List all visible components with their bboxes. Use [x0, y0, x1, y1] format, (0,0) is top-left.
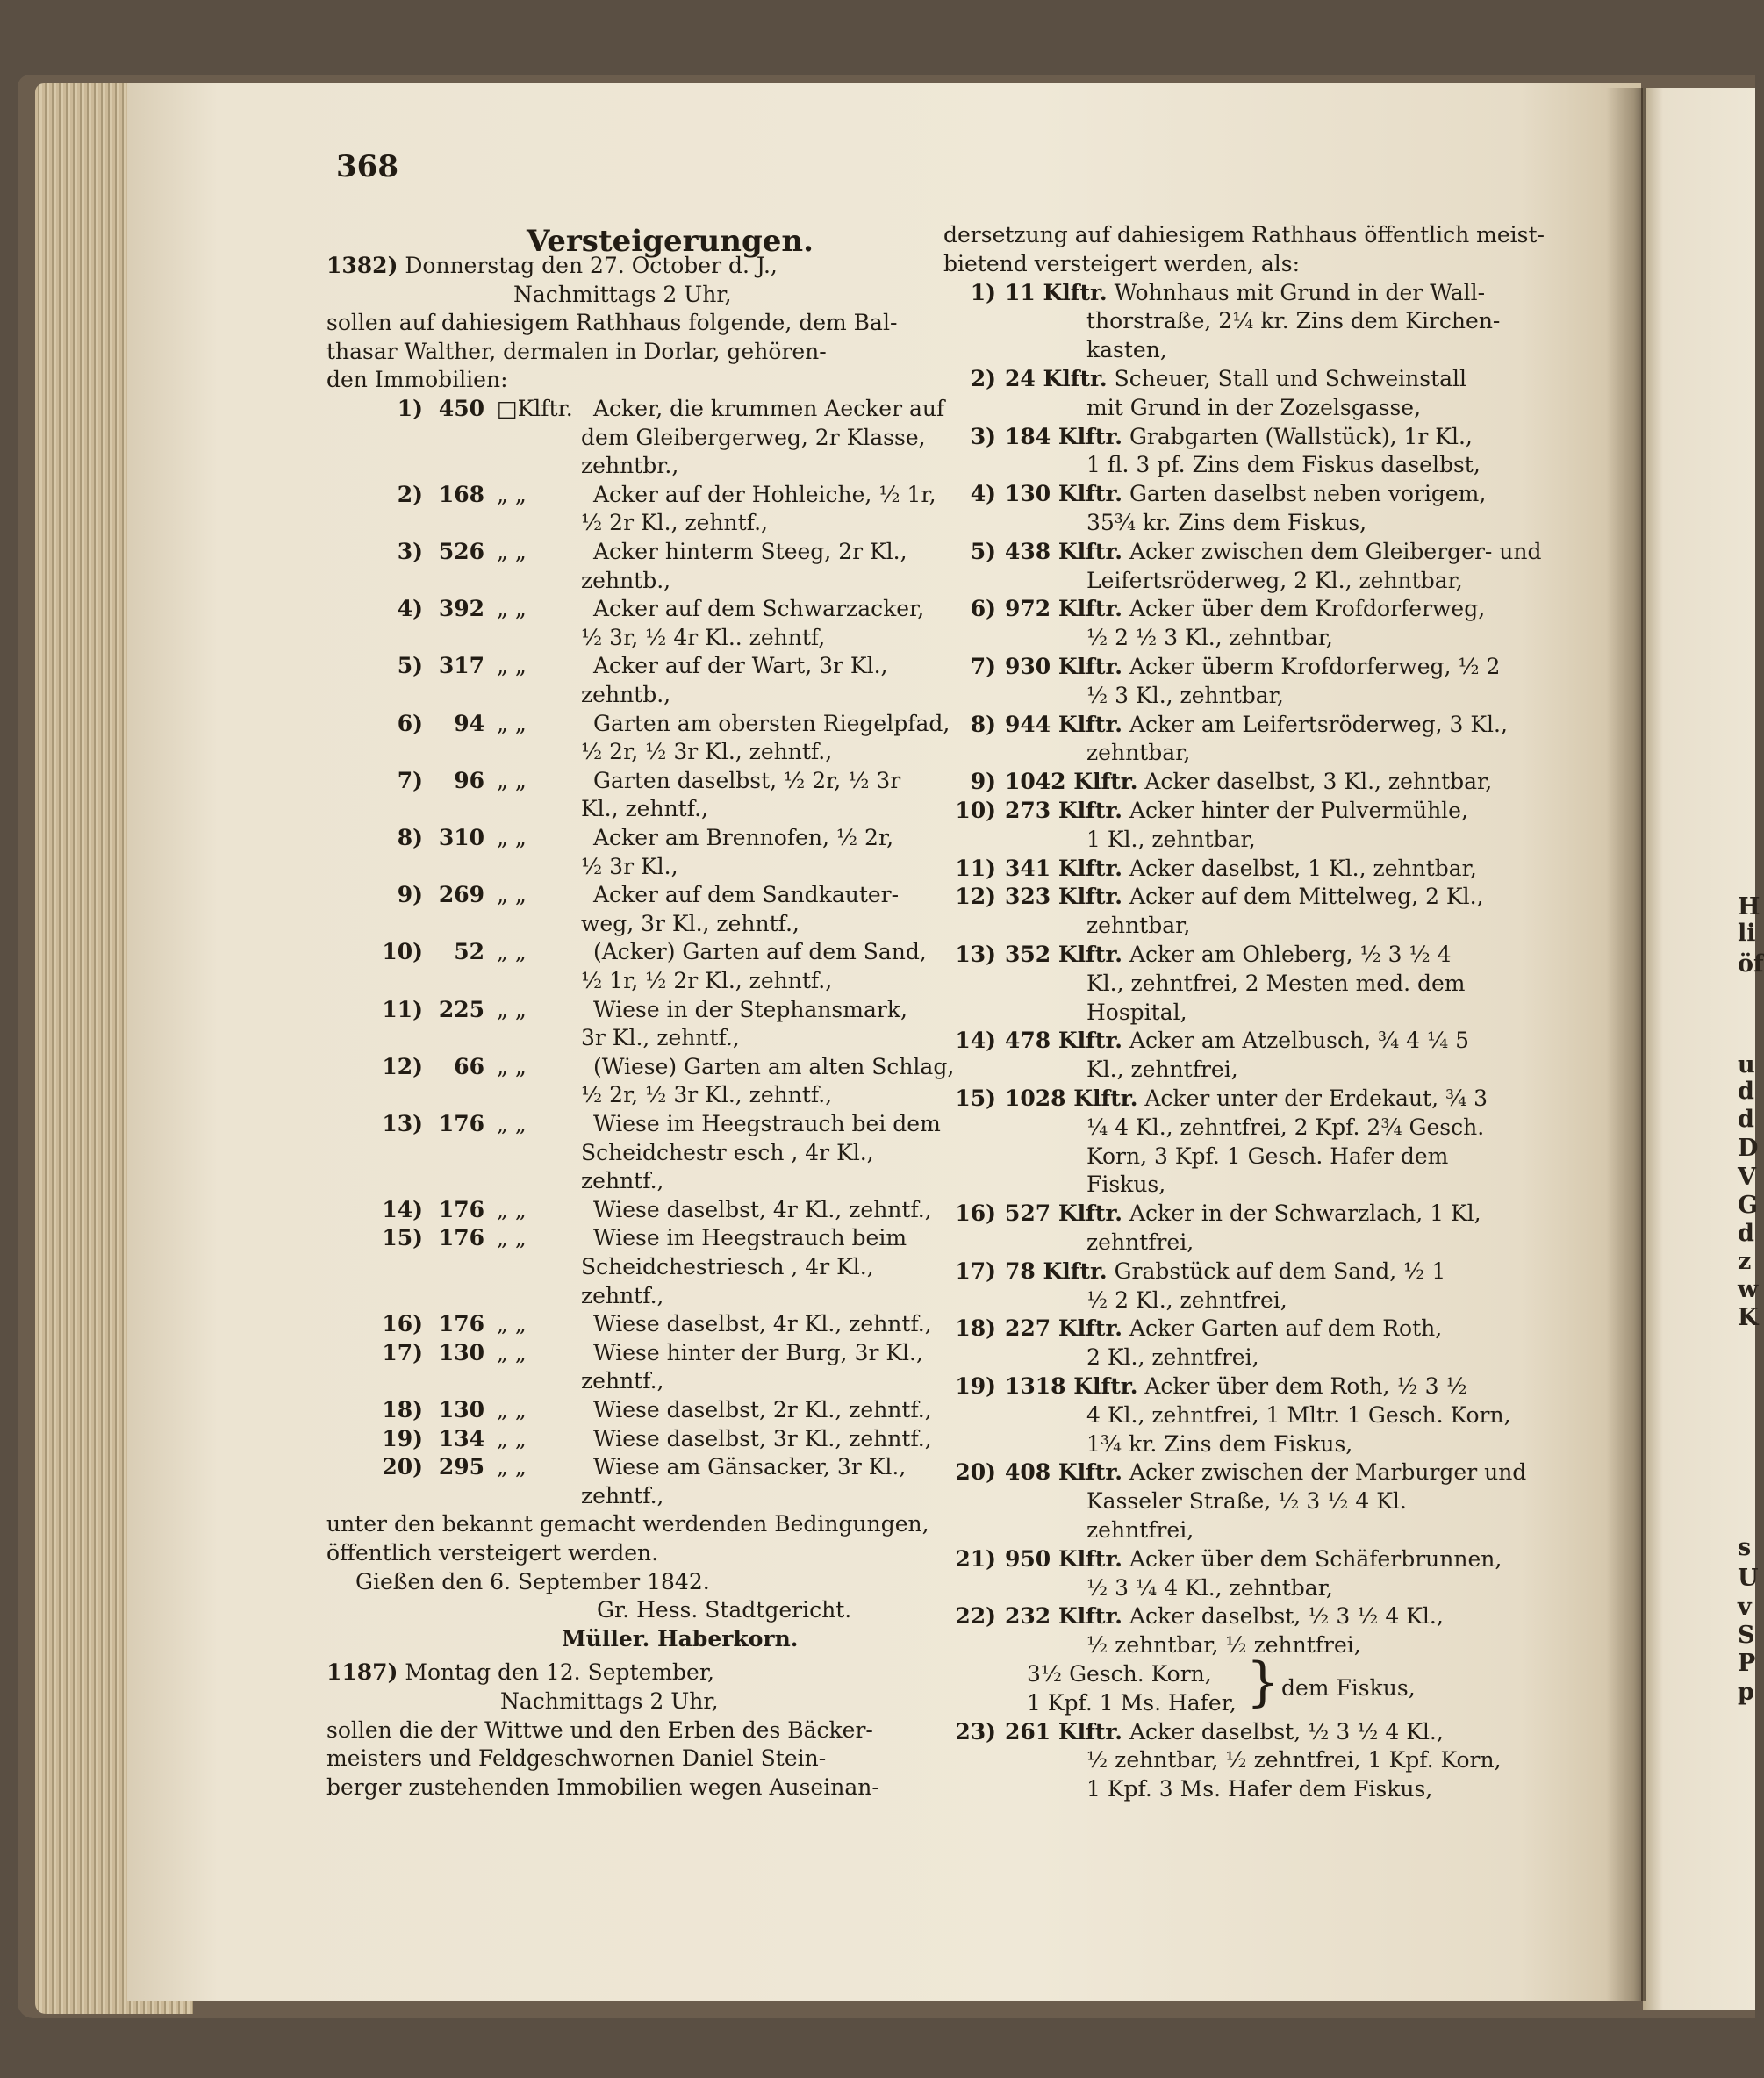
lot-description-cont: ½ 2 ½ 3 Kl., zehntbar, [1086, 625, 1333, 651]
lot-description-cont: zehntbar, [1086, 740, 1191, 766]
lot-item [943, 368, 1466, 390]
lot-description-cont: ½ 2r, ½ 3r Kl., zehntf., [581, 1082, 833, 1108]
lot-description: Acker daselbst, 3 Kl., zehntbar, [1144, 769, 1493, 795]
lot-number: 14) [955, 1028, 996, 1054]
lot-unit: „ „ [497, 1339, 527, 1365]
lot-description-cont: 1¾ kr. Zins dem Fiskus, [1086, 1430, 1353, 1457]
lot-area: 78 Klftr. [1005, 1258, 1108, 1284]
adjacent-page-fragment: li [1738, 920, 1756, 947]
lot-number: 1) [397, 396, 423, 421]
adjacent-page-fragment: u [1738, 1051, 1755, 1078]
lot-item [326, 598, 924, 620]
lot-description-cont: kasten, [1086, 337, 1167, 363]
lot-number: 5) [397, 653, 423, 679]
lot-description-cont: ¼ 4 Kl., zehntfrei, 2 Kpf. 2¾ Gesch. [1086, 1114, 1485, 1140]
lot-description-cont: zehntbr., [581, 453, 679, 479]
lot-area: 450 [438, 396, 484, 421]
closing-line: öffentlich versteigert werden. [326, 1540, 659, 1566]
lot-number: 10) [955, 798, 996, 823]
lot-item [943, 1028, 1470, 1054]
lot-area: 225 [438, 996, 484, 1022]
lot-number: 20) [382, 1454, 423, 1480]
lot-area: 130 [438, 1397, 484, 1422]
lot-description-cont: mit Grund in der Zozelsgasse, [1086, 394, 1422, 420]
lot-area: 1042 Klftr. [1005, 769, 1138, 795]
lot-description: Acker am Ohleberg, ½ 3 ½ 4 [1129, 942, 1452, 967]
lot-description: Garten daselbst, ½ 2r, ½ 3r [593, 767, 901, 793]
lot-description-cont: zehntfrei, [1086, 1517, 1194, 1543]
lot-number: 16) [955, 1200, 996, 1227]
lot-description-cont: ½ 2r Kl., zehntf., [581, 510, 768, 536]
lot-description-cont: zehntb., [581, 567, 671, 593]
lot-unit: „ „ [497, 1311, 527, 1337]
lot-description: Acker, die krummen Aecker auf [593, 396, 945, 421]
adjacent-page-fragment: S [1738, 1622, 1755, 1649]
lot-number: 14) [382, 1196, 423, 1222]
lot-area: 130 [438, 1339, 484, 1365]
adjacent-page-fragment: K [1738, 1304, 1759, 1331]
brace-line: 3½ Gesch. Korn, [1027, 1661, 1212, 1687]
lot-description-cont: Hospital, [1086, 999, 1187, 1025]
lot-unit: „ „ [497, 481, 527, 507]
lot-description: Grabgarten (Wallstück), 1r Kl., [1129, 423, 1473, 449]
lot-item [943, 884, 1484, 910]
court-name: Gr. Hess. Stadtgericht. [597, 1597, 852, 1623]
lot-description: Acker überm Krofdorferweg, ½ 2 [1129, 654, 1501, 679]
lot-area: 52 [454, 939, 484, 965]
closing-line: unter den bekannt gemacht werdenden Bedingungen, [326, 1511, 929, 1537]
lot-unit: „ „ [497, 539, 527, 564]
lot-unit: □Klftr. [497, 396, 573, 421]
lot-description-cont: ½ 2r, ½ 3r Kl., zehntf., [581, 739, 833, 765]
brace-line: 1 Kpf. 1 Ms. Hafer, [1027, 1689, 1237, 1716]
lot-unit: „ „ [497, 767, 527, 793]
lot-item [943, 538, 1542, 564]
lot-number: 5) [970, 538, 996, 564]
adjacent-page-fragment: s [1738, 1534, 1752, 1561]
lot-description-cont: ½ 3 ¼ 4 Kl., zehntbar, [1086, 1574, 1333, 1601]
lot-area: 176 [438, 1311, 484, 1337]
lot-description: (Wiese) Garten am alten Schlag, [593, 1053, 955, 1079]
lot-description: Acker am Leifertsröderweg, 3 Kl., [1129, 711, 1508, 737]
lot-area: 176 [438, 1225, 484, 1251]
lot-number: 20) [955, 1459, 996, 1486]
lot-description-cont: dem Gleibergerweg, 2r Klasse, [581, 424, 926, 450]
lot-number: 18) [382, 1397, 423, 1422]
lot-description-cont: 1 fl. 3 pf. Zins dem Fiskus daselbst, [1086, 452, 1481, 478]
lot-description-cont: 2 Kl., zehntfrei, [1086, 1344, 1259, 1371]
brace-label: dem Fiskus, [1281, 1675, 1416, 1701]
lot-area: 232 Klftr. [1005, 1603, 1122, 1630]
adjacent-page-fragment: öf [1738, 950, 1764, 978]
lot-number: 15) [955, 1086, 996, 1111]
lot-area: 526 [438, 539, 484, 564]
lot-item [326, 941, 927, 963]
lot-item [943, 483, 1486, 505]
lot-unit: „ „ [497, 996, 527, 1022]
lot-number: 12) [955, 884, 996, 910]
lot-unit: „ „ [497, 1053, 527, 1079]
lot-number: 18) [955, 1315, 996, 1342]
lot-number: 9) [397, 882, 423, 908]
lot-area: 168 [438, 481, 484, 507]
lot-item [943, 857, 1477, 879]
lot-description-cont: ½ 3r Kl., [581, 853, 678, 879]
lot-item [943, 1087, 1488, 1109]
lot-description-cont: 3r Kl., zehntf., [581, 1025, 740, 1051]
lot-description: Acker auf dem Schwarzacker, [593, 596, 925, 622]
lot-description-cont: ½ 2 Kl., zehntfrei, [1086, 1286, 1287, 1313]
lot-description: Scheuer, Stall und Schweinstall [1114, 366, 1467, 391]
lot-area: 11 Klftr. [1005, 279, 1108, 305]
lot-item [943, 656, 1500, 677]
lot-item [943, 1545, 1502, 1572]
signatures: Müller. Haberkorn. [562, 1625, 799, 1652]
lot-description: Grabstück auf dem Sand, ½ 1 [1114, 1258, 1446, 1284]
lot-description: Wiese daselbst, 2r Kl., zehntf., [593, 1397, 932, 1422]
lot-description: Acker auf dem Sandkauter- [593, 882, 900, 908]
lot-description: Acker hinterm Steeg, 2r Kl., [593, 539, 907, 564]
lot-item [326, 655, 888, 677]
lot-item [943, 1459, 1527, 1486]
lot-area: 527 Klftr. [1005, 1200, 1122, 1227]
adjacent-page-fragment: H [1738, 893, 1760, 921]
lot-area: 24 Klftr. [1005, 366, 1108, 391]
lot-unit: „ „ [497, 596, 527, 622]
lot-description: Acker daselbst, ½ 3 ½ 4 Kl., [1129, 1718, 1444, 1745]
lot-description-cont: Korn, 3 Kpf. 1 Gesch. Hafer dem [1086, 1143, 1449, 1169]
lot-number: 11) [382, 996, 423, 1022]
lot-description: Acker am Brennofen, ½ 2r, [593, 825, 894, 850]
lot-item [943, 1375, 1467, 1397]
adjacent-page-fragment: D [1738, 1135, 1759, 1162]
lot-area: 317 [438, 653, 484, 679]
lot-item [326, 1113, 941, 1135]
lot-number: 9) [970, 769, 996, 795]
lot-item [326, 1227, 907, 1249]
lot-area: 94 [454, 710, 484, 736]
lot-item [326, 1339, 923, 1365]
lot-description: Garten daselbst neben vorigem, [1129, 481, 1487, 507]
lot-unit: „ „ [497, 882, 527, 908]
lot-description: Wiese im Heegstrauch beim [593, 1225, 907, 1251]
lot-unit: „ „ [497, 710, 527, 736]
lot-description: (Acker) Garten auf dem Sand, [593, 939, 927, 965]
lot-description: Acker auf dem Mittelweg, 2 Kl., [1129, 884, 1484, 910]
adjacent-page [1643, 88, 1764, 2010]
lot-description-cont: 1 Kpf. 3 Ms. Hafer dem Fiskus, [1086, 1776, 1433, 1802]
lot-number: 13) [955, 942, 996, 967]
adjacent-page-fragment: w [1738, 1276, 1759, 1303]
lot-item [326, 767, 901, 793]
lot-description-cont: ½ 1r, ½ 2r Kl., zehntf., [581, 968, 833, 993]
notice-time: Nachmittags 2 Uhr, [500, 1688, 719, 1714]
lot-number: 23) [955, 1718, 996, 1745]
lot-number: 10) [382, 939, 423, 965]
lot-description: Wiese daselbst, 3r Kl., zehntf., [593, 1425, 932, 1451]
lot-item [326, 541, 907, 562]
lot-area: 478 Klftr. [1005, 1028, 1122, 1054]
adjacent-page-fragment: v [1738, 1594, 1752, 1621]
lot-description: Acker in der Schwarzlach, 1 Kl, [1129, 1200, 1481, 1227]
notice-date: Montag den 12. September, [405, 1659, 714, 1686]
lot-area: 323 Klftr. [1005, 884, 1122, 910]
adjacent-page-fragment: G [1738, 1192, 1759, 1219]
lot-description-cont: Kl., zehntf., [581, 796, 708, 822]
lot-description-cont: 1 Kl., zehntbar, [1086, 826, 1256, 852]
lot-description-cont: 4 Kl., zehntfrei, 1 Mltr. 1 Gesch. Korn, [1086, 1401, 1511, 1428]
lot-area: 261 Klftr. [1005, 1718, 1122, 1745]
notice-intro-line: sollen die der Wittwe und den Erben des Bäcker- [326, 1716, 873, 1743]
adjacent-page-fragment: z [1738, 1248, 1752, 1275]
lot-area: 176 [438, 1196, 484, 1222]
lot-description: Wiese daselbst, 4r Kl., zehntf., [593, 1311, 932, 1337]
lot-number: 12) [382, 1053, 423, 1079]
lot-area: 392 [438, 596, 484, 622]
lot-description-cont: zehntf., [581, 1368, 664, 1394]
lot-description: Garten am obersten Riegelpfad, [593, 710, 950, 736]
lot-item [943, 1260, 1445, 1282]
lot-description: Acker am Atzelbusch, ¾ 4 ¼ 5 [1129, 1028, 1470, 1054]
lot-description: Wiese im Heegstrauch bei dem [593, 1111, 941, 1136]
lot-number: 17) [955, 1258, 996, 1284]
lot-unit: „ „ [497, 1225, 527, 1251]
lot-area: 1318 Klftr. [1005, 1373, 1138, 1399]
lot-area: 310 [438, 825, 484, 850]
lot-area: 130 Klftr. [1005, 481, 1122, 507]
lot-description: Acker über dem Schäferbrunnen, [1129, 1545, 1502, 1572]
lot-unit: „ „ [497, 1397, 527, 1422]
adjacent-page-fragment: p [1738, 1679, 1754, 1706]
lot-area: 273 Klftr. [1005, 798, 1122, 823]
lot-item [326, 1313, 932, 1335]
lot-area: 295 [438, 1454, 484, 1480]
adjacent-page-fragment: U [1738, 1565, 1759, 1592]
lot-item [943, 1603, 1444, 1630]
lot-area: 944 Klftr. [1005, 711, 1122, 737]
lot-description-cont: zehntfrei, [1086, 1229, 1194, 1255]
lot-number: 1) [970, 279, 996, 305]
lot-description-cont: ½ zehntbar, ½ zehntfrei, [1086, 1632, 1361, 1659]
page-number: 368 [336, 149, 398, 184]
lot-item [943, 769, 1493, 795]
lot-item [943, 943, 1452, 965]
lot-number: 22) [955, 1603, 996, 1630]
lot-item [326, 1456, 906, 1478]
lot-unit: „ „ [497, 1425, 527, 1451]
notice-intro-line: sollen auf dahiesigem Rathhaus folgende, dem Bal- [326, 310, 898, 336]
lot-unit: „ „ [497, 939, 527, 965]
lot-description-cont: Scheidchestriesch , 4r Kl., [581, 1254, 874, 1279]
lot-description: Acker über dem Roth, ½ 3 ½ [1144, 1373, 1467, 1399]
book-gutter [1606, 88, 1646, 2001]
lot-description-cont: ½ zehntbar, ½ zehntfrei, 1 Kpf. Korn, [1086, 1747, 1502, 1773]
lot-number: 7) [970, 654, 996, 679]
lot-description-cont: zehntb., [581, 682, 671, 707]
lot-unit: „ „ [497, 1454, 527, 1480]
lot-item [943, 1200, 1481, 1227]
lot-number: 11) [955, 855, 996, 881]
lot-description: Wohnhaus mit Grund in der Wall- [1114, 279, 1486, 305]
lot-description-cont: Scheidchestr esch , 4r Kl., [581, 1139, 874, 1165]
lot-number: 19) [955, 1373, 996, 1399]
lot-description-cont: thorstraße, 2¼ kr. Zins dem Kirchen- [1086, 308, 1501, 334]
notice-header [326, 254, 778, 276]
lot-description: Acker daselbst, ½ 3 ½ 4 Kl., [1129, 1603, 1444, 1630]
lot-description: Acker auf der Wart, 3r Kl., [593, 653, 888, 679]
lot-area: 134 [438, 1425, 484, 1451]
lot-item [326, 1196, 932, 1222]
lot-description-cont: Kasseler Straße, ½ 3 ½ 4 Kl. [1086, 1488, 1407, 1515]
lot-description: Acker auf der Hohleiche, ½ 1r, [593, 481, 936, 507]
adjacent-page-fragment: V [1738, 1164, 1756, 1191]
lot-number: 15) [382, 1225, 423, 1251]
lot-number: 3) [970, 423, 996, 449]
notice-intro-line: dersetzung auf dahiesigem Rathhaus öffentlich meist- [943, 222, 1545, 247]
lot-area: 184 Klftr. [1005, 423, 1122, 449]
notice-number: 1382) [326, 253, 398, 278]
lot-item [326, 1053, 955, 1079]
lot-number: 21) [955, 1545, 996, 1572]
lot-area: 341 Klftr. [1005, 855, 1122, 881]
lot-item [943, 423, 1473, 449]
adjacent-page-fragment: P [1738, 1650, 1756, 1677]
lot-description: Acker hinter der Pulvermühle, [1129, 798, 1468, 823]
lot-item [943, 279, 1486, 305]
lot-description-cont: Leifertsröderweg, 2 Kl., zehntbar, [1086, 567, 1463, 593]
notice-intro-line: thasar Walther, dermalen in Dorlar, gehören- [326, 338, 827, 364]
place-date: Gießen den 6. September 1842. [355, 1568, 710, 1594]
lot-item [326, 710, 950, 736]
lot-description-cont: Kl., zehntfrei, [1086, 1057, 1238, 1083]
notice-intro-line: bietend versteigert werden, als: [943, 250, 1301, 276]
lot-number: 8) [397, 825, 423, 850]
lot-area: 96 [454, 767, 484, 793]
lot-area: 1028 Klftr. [1005, 1086, 1138, 1111]
lot-description-cont: zehntf., [581, 1168, 664, 1194]
lot-item [326, 827, 893, 849]
lot-area: 269 [438, 882, 484, 908]
notice-date: Donnerstag den 27. October d. J., [405, 253, 778, 278]
lot-description-cont: ½ 3 Kl., zehntbar, [1086, 682, 1284, 708]
lot-number: 6) [397, 710, 423, 736]
notice-intro-line: berger zustehenden Immobilien wegen Auseinan- [326, 1773, 879, 1800]
lot-item [326, 1399, 932, 1421]
lot-description: Wiese in der Stephansmark, [593, 996, 907, 1022]
lot-item [943, 1718, 1444, 1745]
lot-number: 13) [382, 1111, 423, 1136]
brace-symbol: } [1246, 1652, 1280, 1713]
lot-number: 17) [382, 1339, 423, 1365]
lot-number: 8) [970, 711, 996, 737]
lot-number: 2) [970, 366, 996, 391]
lot-description-cont: 35¾ kr. Zins dem Fiskus, [1086, 510, 1367, 535]
lot-description: Wiese daselbst, 4r Kl., zehntf., [593, 1196, 932, 1222]
adjacent-page-fragment: d [1738, 1220, 1754, 1247]
lot-unit: „ „ [497, 653, 527, 679]
lot-unit: „ „ [497, 1196, 527, 1222]
lot-description-cont: Kl., zehntfrei, 2 Mesten med. dem [1086, 970, 1466, 996]
lot-number: 3) [397, 539, 423, 564]
adjacent-page-fragment: d [1738, 1106, 1754, 1133]
lot-item [326, 996, 907, 1022]
lot-number: 6) [970, 596, 996, 622]
lot-unit: „ „ [497, 825, 527, 850]
lot-number: 4) [397, 596, 423, 622]
lot-description: Wiese am Gänsacker, 3r Kl., [593, 1454, 907, 1480]
notice-time: Nachmittags 2 Uhr, [513, 281, 732, 307]
lot-item [943, 1315, 1443, 1342]
lot-number: 2) [397, 481, 423, 507]
lot-area: 176 [438, 1111, 484, 1136]
lot-area: 438 Klftr. [1005, 538, 1122, 564]
adjacent-page-fragment: d [1738, 1078, 1754, 1105]
lot-unit: „ „ [497, 1111, 527, 1136]
lot-number: 16) [382, 1311, 423, 1337]
lot-description: Acker Garten auf dem Roth, [1129, 1315, 1443, 1342]
lot-area: 66 [454, 1053, 484, 1079]
lot-description-cont: zehntbar, [1086, 913, 1191, 939]
lot-area: 227 Klftr. [1005, 1315, 1122, 1342]
lot-item [326, 1425, 932, 1451]
lot-description-cont: weg, 3r Kl., zehntf., [581, 910, 800, 936]
notice-intro-line: den Immobilien: [326, 367, 508, 393]
lot-description: Acker unter der Erdekaut, ¾ 3 [1144, 1086, 1488, 1111]
lot-description-cont: Fiskus, [1086, 1172, 1166, 1198]
notice-header [326, 1659, 714, 1686]
lot-item [326, 884, 899, 906]
lot-description: Wiese hinter der Burg, 3r Kl., [593, 1339, 923, 1365]
lot-area: 972 Klftr. [1005, 596, 1122, 622]
notice-intro-line: meisters und Feldgeschwornen Daniel Stein- [326, 1745, 827, 1772]
lot-item [326, 398, 944, 419]
lot-number: 19) [382, 1425, 423, 1451]
lot-description-cont: zehntf., [581, 1482, 664, 1508]
lot-item [943, 799, 1468, 821]
lot-number: 7) [397, 767, 423, 793]
lot-item [943, 598, 1485, 620]
lot-description: Acker über dem Krofdorferweg, [1129, 596, 1486, 622]
lot-description-cont: ½ 3r, ½ 4r Kl.. zehntf, [581, 624, 826, 650]
lot-description: Acker daselbst, 1 Kl., zehntbar, [1129, 855, 1477, 881]
lot-area: 352 Klftr. [1005, 942, 1122, 967]
lot-area: 930 Klftr. [1005, 654, 1122, 679]
notice-number: 1187) [326, 1659, 398, 1686]
lot-item [326, 481, 936, 507]
lot-area: 950 Klftr. [1005, 1545, 1122, 1572]
lot-description: Acker zwischen dem Gleiberger- und [1129, 538, 1542, 564]
section-heading: Versteigerungen. [527, 224, 814, 259]
lot-description-cont: zehntf., [581, 1282, 664, 1308]
lot-area: 408 Klftr. [1005, 1459, 1122, 1486]
lot-item [943, 713, 1508, 735]
lot-number: 4) [970, 481, 996, 507]
lot-description: Acker zwischen der Marburger und [1129, 1459, 1527, 1486]
